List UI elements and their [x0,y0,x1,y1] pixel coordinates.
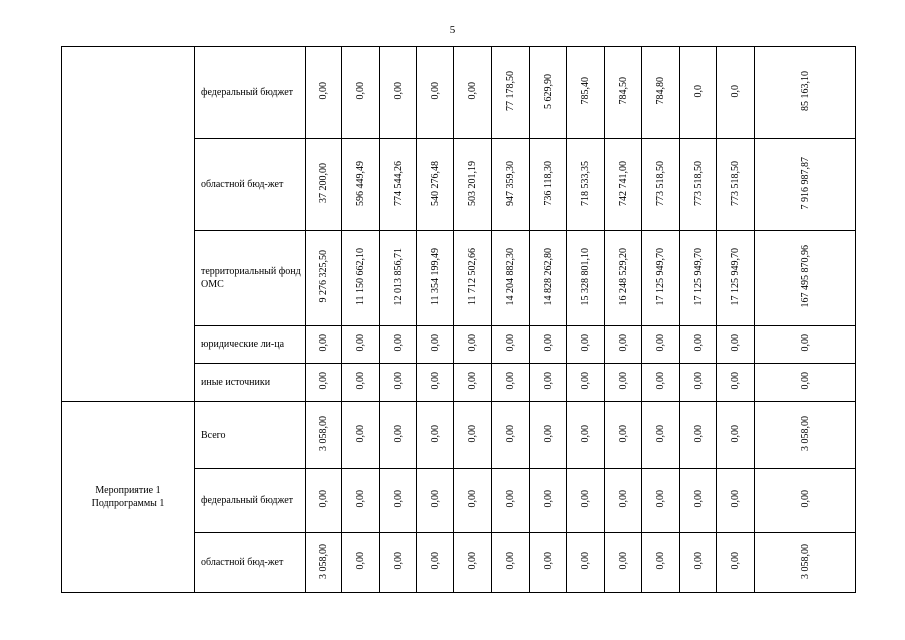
year-value: 0,00 [392,552,404,570]
year-value: 0,00 [730,372,741,390]
year-value: 0,00 [318,490,329,508]
year-value: 0,00 [355,334,366,352]
funding-source [195,326,306,364]
year-value: 17 125 949,70 [730,247,741,306]
year-value: 947 359,30 [505,160,516,206]
year-value-cell [530,139,567,231]
year-value: 0,00 [542,334,554,352]
total-value: 7 916 987,87 [799,156,811,210]
year-value-cell [642,364,680,402]
year-value: 11 712 502,66 [467,247,478,306]
year-value-cell [306,326,342,364]
year-value-cell [342,47,380,139]
year-value: 0,00 [542,490,554,508]
year-value: 5 629,90 [542,73,554,109]
page-number: 5 [449,24,456,36]
total-cell [755,47,856,139]
year-value: 0,00 [467,82,478,100]
year-value-cell [530,469,567,533]
year-value: 0,00 [542,552,554,570]
year-value: 0,00 [617,424,629,443]
year-value-cell [717,326,755,364]
year-value-cell [342,231,380,326]
year-value: 742 741,00 [617,160,629,206]
funding-source [195,402,306,469]
funding-source-label: иные источники [201,377,271,388]
year-value-cell [417,139,454,231]
year-value-cell [492,469,530,533]
year-value-cell [342,402,380,469]
total-value: 85 163,10 [799,71,811,111]
year-value: 0,00 [429,552,441,570]
year-value: 16 248 529,20 [617,247,629,306]
year-value: 736 118,30 [542,160,554,206]
total-value: 167 495 870,96 [799,245,811,308]
year-value-cell [567,326,605,364]
year-value: 0,00 [580,552,591,570]
year-value: 540 276,48 [429,160,441,206]
year-value-cell [492,139,530,231]
year-value: 0,00 [467,490,478,508]
total-value: 0,00 [799,490,811,508]
funding-source [195,139,306,231]
year-value: 0,00 [355,424,366,443]
table-row [62,47,856,139]
year-value: 0,00 [505,334,516,352]
year-value: 0,0 [692,84,704,98]
year-value-cell [642,326,680,364]
year-value-cell [306,47,342,139]
year-value-cell [717,533,755,593]
year-value: 0,00 [580,424,591,443]
year-value-cell [680,139,717,231]
year-value: 0,00 [355,82,366,100]
year-value: 503 201,19 [467,160,478,206]
year-value-cell [567,47,605,139]
year-value: 0,00 [730,490,741,508]
year-value-cell [492,364,530,402]
year-value-cell [380,231,417,326]
year-value: 0,00 [467,424,478,443]
year-value: 0,00 [392,334,404,352]
year-value: 0,00 [655,490,666,508]
funding-source-label: Всего [201,429,226,441]
year-value: 0,00 [692,372,704,390]
year-value: 0,00 [692,552,704,570]
year-value: 0,00 [580,372,591,390]
year-value-cell [530,402,567,469]
year-value-cell [380,139,417,231]
funding-source [195,231,306,326]
year-value-cell [530,231,567,326]
year-value-cell [605,139,642,231]
year-value-cell [530,533,567,593]
year-value-cell [417,326,454,364]
year-value: 37 200,00 [318,163,329,203]
year-value-cell [605,533,642,593]
funding-source [195,47,306,139]
year-value: 0,00 [505,552,516,570]
year-value: 773 518,50 [655,160,666,206]
year-value: 0,00 [429,372,441,390]
year-value: 0,00 [467,334,478,352]
year-value-cell [717,364,755,402]
year-value: 0,00 [580,490,591,508]
year-value-cell [492,231,530,326]
year-value: 0,00 [467,552,478,570]
total-value: 3 058,00 [799,543,811,579]
year-value-cell [454,231,492,326]
year-value: 0,00 [355,552,366,570]
year-value: 773 518,50 [692,160,704,206]
year-value: 0,00 [429,82,441,100]
year-value: 9 276 325,50 [318,250,329,303]
year-value-cell [306,469,342,533]
year-value: 0,00 [505,424,516,443]
year-value-cell [680,326,717,364]
year-value-cell [605,364,642,402]
year-value: 0,00 [617,552,629,570]
year-value-cell [492,402,530,469]
year-value-cell [454,326,492,364]
year-value: 11 150 662,10 [355,247,366,306]
year-value-cell [605,326,642,364]
total-cell [755,364,856,402]
year-value-cell [605,231,642,326]
year-value-cell [380,326,417,364]
event-name-cell [62,402,195,593]
year-value-cell [642,231,680,326]
year-value-cell [417,402,454,469]
funding-source [195,469,306,533]
year-value: 773 518,50 [730,160,741,206]
year-value-cell [417,469,454,533]
year-value-cell [530,364,567,402]
year-value-cell [492,533,530,593]
year-value: 0,00 [429,424,441,443]
year-value-cell [454,47,492,139]
year-value-cell [306,231,342,326]
year-value: 0,00 [730,424,741,443]
total-cell [755,231,856,326]
total-cell [755,326,856,364]
year-value-cell [306,533,342,593]
year-value-cell [717,469,755,533]
year-value-cell [306,139,342,231]
year-value-cell [454,469,492,533]
year-value-cell [680,402,717,469]
year-value: 596 449,49 [355,160,366,206]
year-value: 14 204 882,30 [505,247,516,306]
year-value-cell [417,364,454,402]
total-cell [755,533,856,593]
year-value-cell [642,469,680,533]
year-value-cell [454,533,492,593]
year-value-cell [642,139,680,231]
year-value-cell [567,139,605,231]
year-value: 15 328 801,10 [580,247,591,306]
year-value: 0,00 [505,490,516,508]
total-value: 0,00 [799,372,811,390]
year-value: 0,00 [429,334,441,352]
year-value-cell [380,402,417,469]
year-value-cell [454,402,492,469]
year-value-cell [567,469,605,533]
year-value-cell [642,47,680,139]
year-value-cell [605,47,642,139]
year-value: 0,00 [505,372,516,390]
continuation-cell [62,47,195,402]
year-value-cell [717,402,755,469]
year-value-cell [642,533,680,593]
funding-source-label: территориальный фонд ОМС [201,266,301,290]
total-cell [755,139,856,231]
total-cell [755,402,856,469]
year-value: 0,00 [617,334,629,352]
year-value-cell [454,364,492,402]
year-value: 0,00 [318,82,329,100]
year-value-cell [680,469,717,533]
year-value: 784,50 [617,77,629,105]
year-value: 0,00 [617,490,629,508]
year-value-cell [417,47,454,139]
year-value-cell [680,231,717,326]
year-value: 12 013 856,71 [392,247,404,306]
year-value: 0,00 [392,82,404,100]
year-value-cell [680,47,717,139]
year-value: 0,00 [730,334,741,352]
year-value-cell [342,364,380,402]
year-value: 0,00 [542,372,554,390]
year-value: 0,00 [617,372,629,390]
year-value: 0,00 [392,424,404,443]
year-value-cell [492,326,530,364]
total-cell [755,469,856,533]
year-value: 784,80 [655,77,666,105]
year-value-cell [680,364,717,402]
total-value: 3 058,00 [799,416,811,451]
year-value: 3 058,00 [318,416,329,451]
year-value: 0,00 [655,334,666,352]
year-value-cell [567,533,605,593]
year-value: 77 178,50 [505,71,516,111]
year-value-cell [342,533,380,593]
year-value: 0,00 [655,424,666,443]
funding-source-label: областной бюд-жет [201,557,284,568]
year-value-cell [492,47,530,139]
year-value: 0,00 [318,372,329,390]
year-value: 0,00 [655,552,666,570]
funding-source-label: областной бюд-жет [201,179,284,190]
year-value-cell [454,139,492,231]
year-value-cell [342,326,380,364]
year-value: 0,00 [580,334,591,352]
year-value-cell [605,469,642,533]
year-value-cell [342,139,380,231]
year-value: 14 828 262,80 [542,247,554,306]
total-value: 0,00 [799,334,811,352]
year-value: 0,00 [355,372,366,390]
event-subprogram: Подпрограммы 1 [91,498,165,509]
year-value-cell [530,47,567,139]
year-value: 0,00 [355,490,366,508]
year-value: 0,00 [692,490,704,508]
year-value-cell [306,402,342,469]
year-value-cell [567,364,605,402]
year-value: 0,00 [692,424,704,443]
year-value-cell [567,231,605,326]
year-value: 17 125 949,70 [692,247,704,306]
year-value: 0,00 [542,424,554,443]
year-value: 0,00 [467,372,478,390]
year-value-cell [380,47,417,139]
funding-source [195,364,306,402]
year-value-cell [567,402,605,469]
year-value-cell [605,402,642,469]
year-value: 0,00 [392,372,404,390]
funding-source-label: юридические ли-ца [201,339,285,350]
year-value-cell [380,364,417,402]
year-value-cell [680,533,717,593]
year-value: 3 058,00 [318,543,329,579]
year-value-cell [642,402,680,469]
year-value-cell [342,469,380,533]
year-value: 17 125 949,70 [655,247,666,306]
year-value-cell [306,364,342,402]
funding-source-label: федеральный бюджет [201,87,294,98]
year-value-cell [417,231,454,326]
year-value: 718 533,35 [580,160,591,206]
year-value-cell [417,533,454,593]
year-value: 785,40 [580,77,591,105]
year-value-cell [380,469,417,533]
year-value-cell [717,231,755,326]
funding-source-label: федеральный бюджет [201,495,294,506]
year-value: 0,00 [655,372,666,390]
year-value-cell [530,326,567,364]
funding-source [195,533,306,593]
year-value: 0,0 [730,84,741,98]
event-title: Мероприятие 1 [95,484,161,496]
year-value: 774 544,26 [392,160,404,206]
year-value-cell [717,139,755,231]
year-value-cell [717,47,755,139]
year-value: 0,00 [429,490,441,508]
year-value: 0,00 [318,334,329,352]
budget-table [61,46,856,593]
year-value: 0,00 [692,334,704,352]
year-value: 0,00 [730,552,741,570]
year-value-cell [380,533,417,593]
year-value: 11 354 199,49 [429,247,441,306]
event-table-row [62,402,856,469]
year-value: 0,00 [392,490,404,508]
